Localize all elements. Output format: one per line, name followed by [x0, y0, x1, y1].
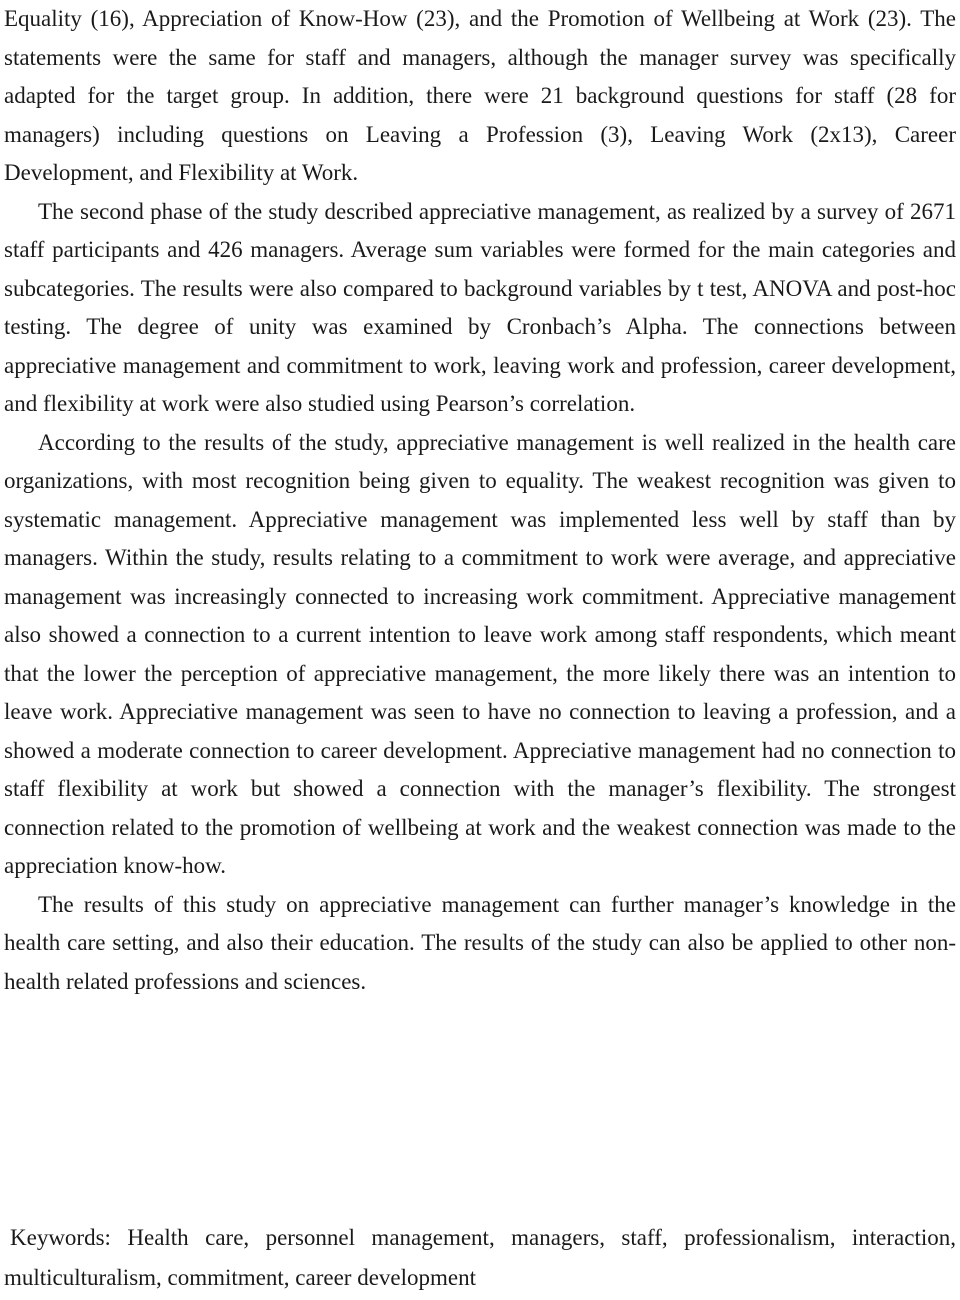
keywords-list: Health care, personnel management, managers, staff, professionalism, interaction, multiculturalism, commitment, career development: [4, 1225, 956, 1290]
document-body: [4, 0, 956, 1001]
paragraph-continuation: Equality (16), Appreciation of Know-How (23), and the Promotion of Wellbeing at Work (23). The statements were the same for staff and managers, although the manager survey was specifically adapted for the target group. In addition, there were 21 background questions for staff (28 for managers) including questions on Leaving a Profession (3), Leaving Work (2x13), Career Development, and Flexibility at Work.: [4, 6, 956, 185]
keywords-label: Keywords:: [10, 1225, 111, 1250]
paragraph-conclusion: The results of this study on appreciative management can further manager’s knowledge in the health care setting, and also their education. The results of the study can also be applied to other non-health related professions and sciences.: [4, 891, 956, 994]
keywords-section: [4, 1218, 956, 1298]
paragraph-results: According to the results of the study, appreciative management is well realized in the health care organizations, with most recognition being given to equality. The weakest recognition was given to systematic management. Appreciative management was implemented less well by staff than by managers. Within the study, results relating to a commitment to work were average, and appreciative management was increasingly connected to increasing work commitment. Appreciative management also showed a connection to a current intention to leave work among staff respondents, which meant that the lower the perception of appreciative management, the more likely there was an intention to leave work. Appreciative management was seen to have no connection to leaving a profession, and a showed a moderate connection to career development. Appreciative management had no connection to staff flexibility at work but showed a connection with the manager’s flexibility. The strongest connection related to the promotion of wellbeing at work and the weakest connection was made to the appreciation know-how.: [4, 429, 956, 878]
paragraph-study-phase-two: The second phase of the study described appreciative management, as realized by a survey of 2671 staff participants and 426 managers. Average sum variables were formed for the main categories and subcategories. The results were also compared to background variables by t test, ANOVA and post-hoc testing. The degree of unity was examined by Cronbach’s Alpha. The connections between appreciative management and commitment to work, leaving work and profession, career development, and flexibility at work were also studied using Pearson’s correlation.: [4, 198, 956, 416]
